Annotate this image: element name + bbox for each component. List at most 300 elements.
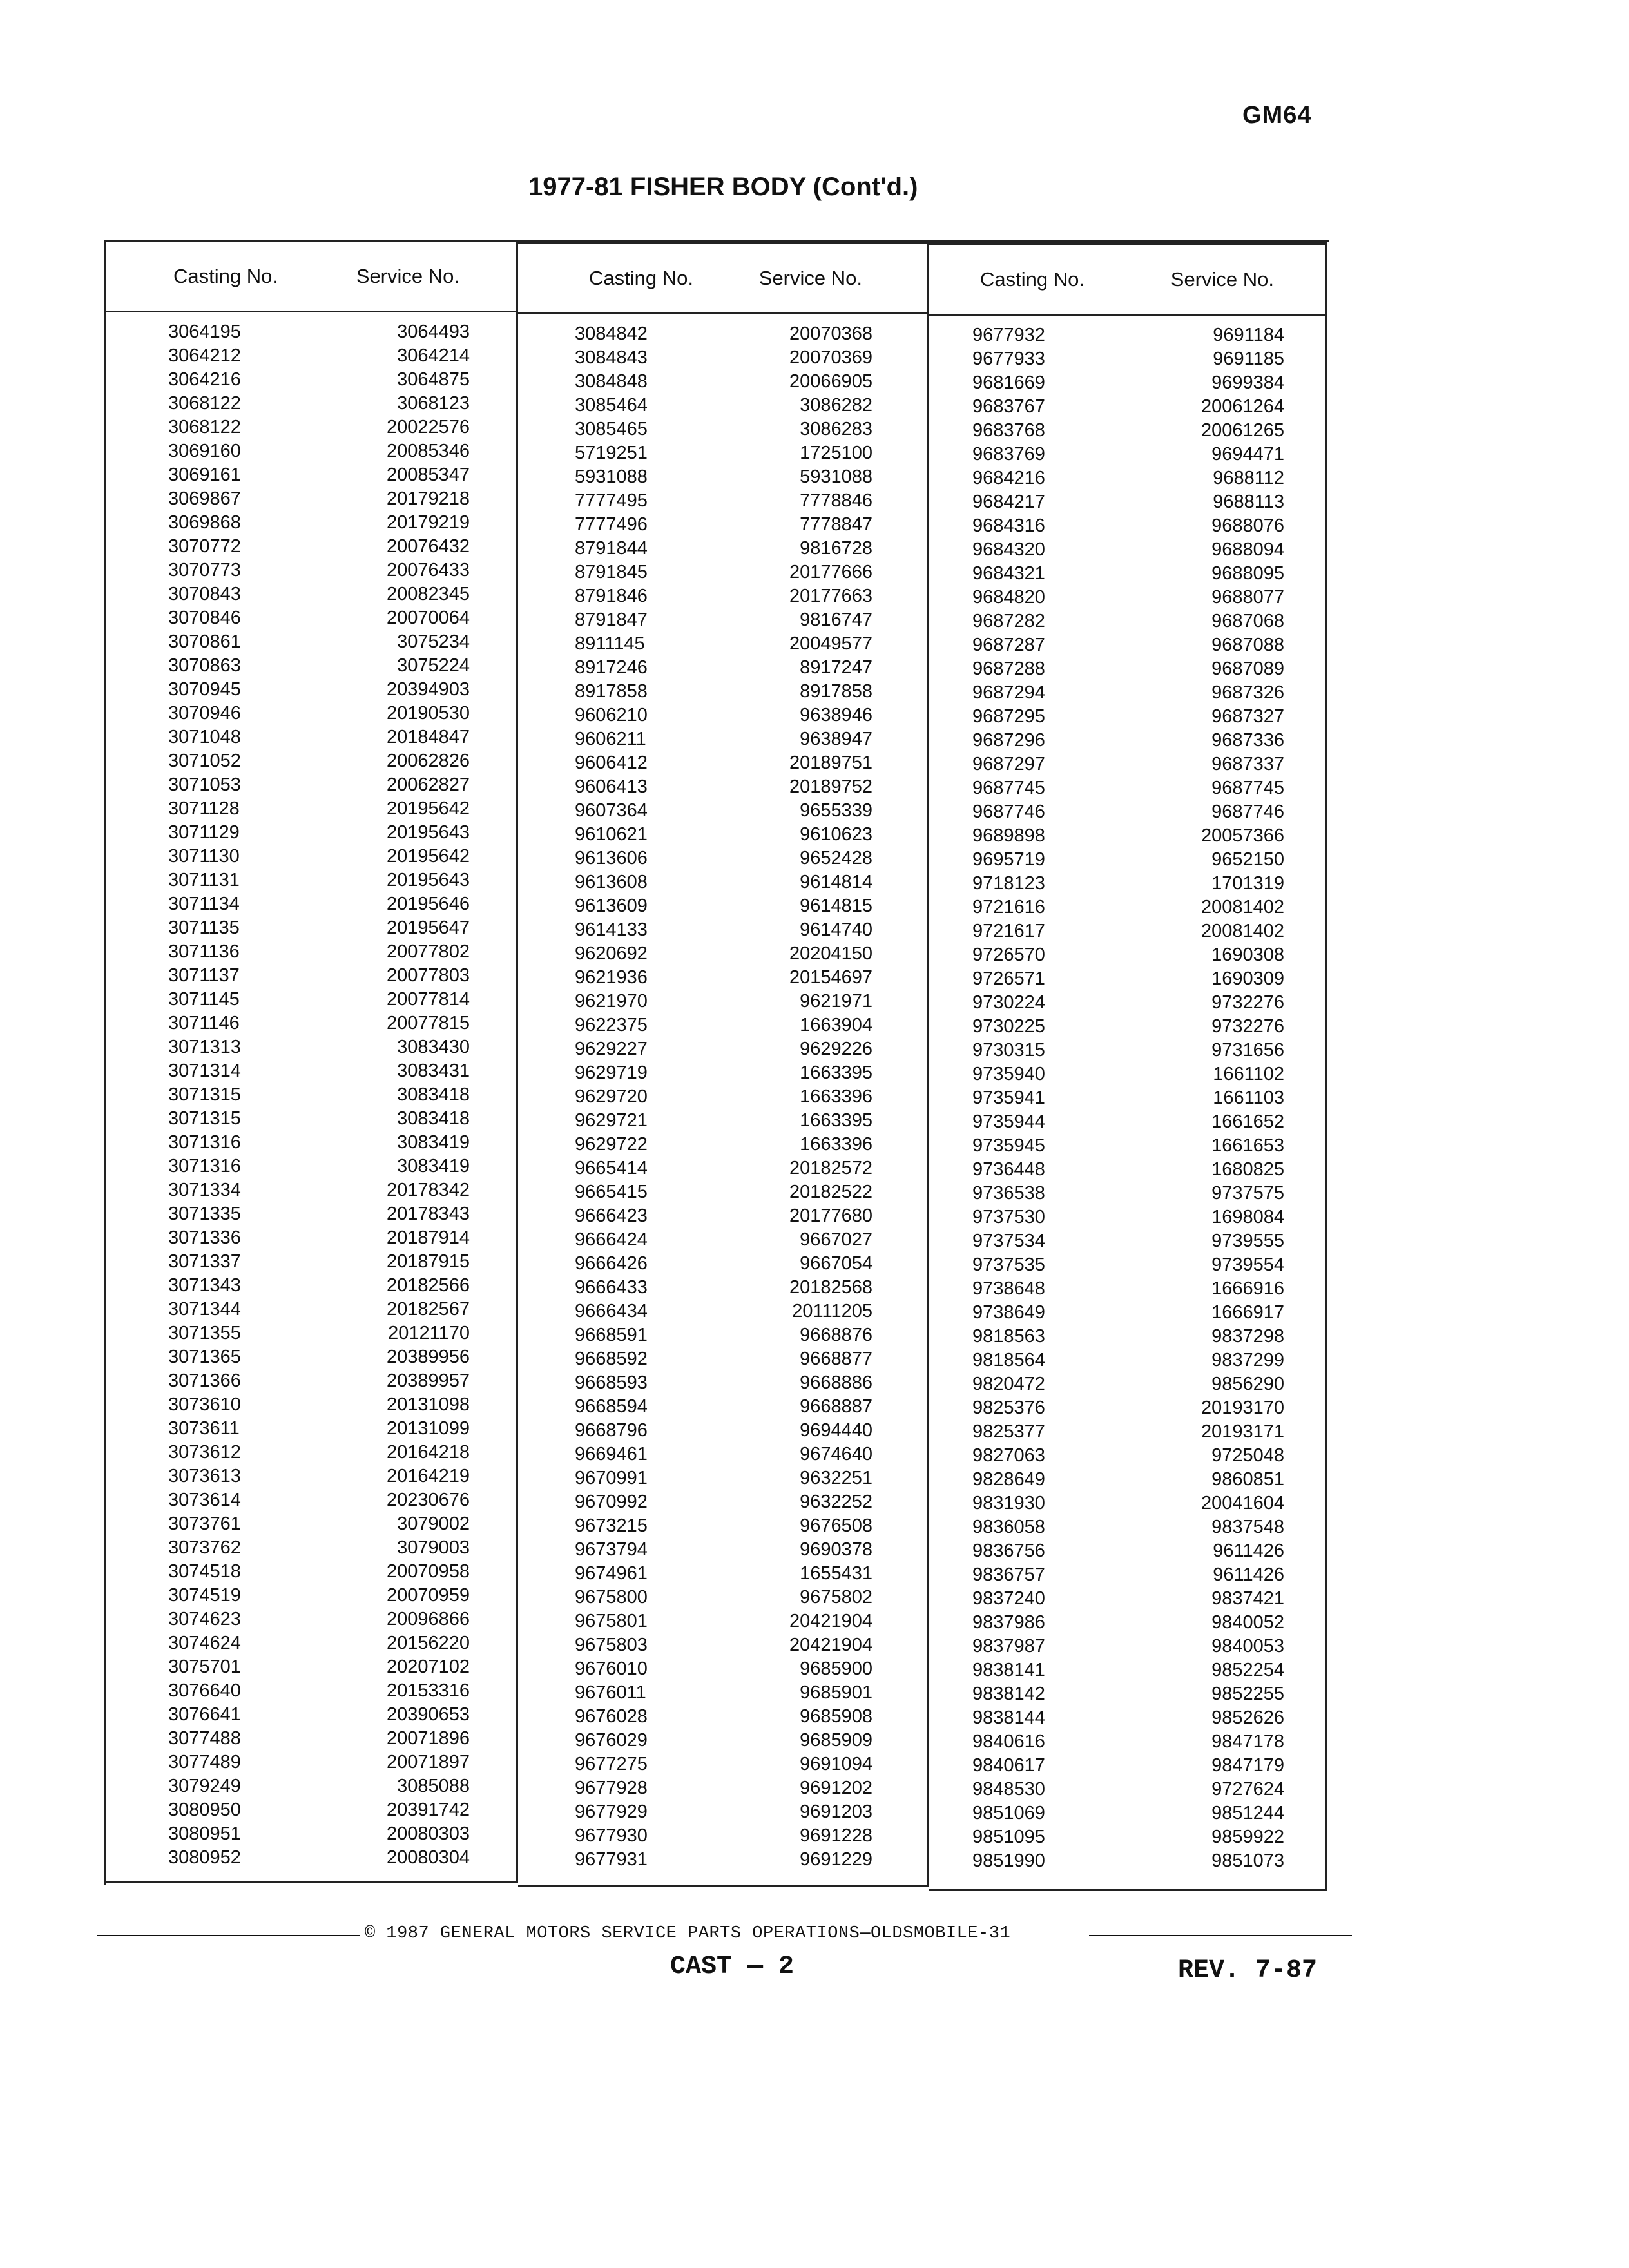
service-number: 9611426 bbox=[1213, 1564, 1284, 1585]
service-number: 20179219 bbox=[386, 512, 470, 533]
casting-number: 9629722 bbox=[575, 1134, 648, 1155]
service-number: 3083430 bbox=[397, 1037, 470, 1057]
table-row bbox=[106, 678, 516, 702]
casting-number: 9613609 bbox=[575, 896, 648, 916]
service-number: 20195646 bbox=[386, 894, 470, 914]
service-number: 20204150 bbox=[789, 943, 872, 964]
casting-number: 9687295 bbox=[972, 706, 1045, 727]
casting-number: 3071314 bbox=[168, 1061, 241, 1081]
table-row bbox=[929, 1778, 1325, 1802]
casting-number: 3070773 bbox=[168, 560, 241, 581]
casting-number: 9676029 bbox=[575, 1730, 648, 1751]
service-number: 20077802 bbox=[386, 941, 470, 962]
casting-number: 5719251 bbox=[575, 443, 648, 463]
service-number: 3085088 bbox=[397, 1776, 470, 1796]
table-row bbox=[929, 753, 1325, 776]
table-row bbox=[106, 511, 516, 535]
casting-number: 3069868 bbox=[168, 512, 241, 533]
service-number: 20070958 bbox=[386, 1561, 470, 1582]
casting-number: 3071344 bbox=[168, 1299, 241, 1320]
service-number: 5931088 bbox=[800, 466, 872, 487]
service-number: 1698084 bbox=[1211, 1207, 1284, 1227]
service-number: 1661103 bbox=[1213, 1088, 1284, 1108]
service-number: 20085346 bbox=[386, 441, 470, 461]
table-row bbox=[929, 395, 1325, 419]
service-header: Service No. bbox=[1170, 267, 1274, 291]
table-row bbox=[929, 1325, 1325, 1349]
table-row bbox=[929, 1182, 1325, 1206]
table-row bbox=[929, 466, 1325, 490]
service-number: 9687746 bbox=[1211, 802, 1284, 822]
casting-number: 9606210 bbox=[575, 705, 648, 726]
casting-number: 3071131 bbox=[168, 870, 240, 890]
casting-number: 3080951 bbox=[168, 1823, 241, 1844]
table-row bbox=[518, 1824, 927, 1848]
casting-number: 9721616 bbox=[972, 897, 1045, 918]
table-row bbox=[518, 1729, 927, 1753]
column-rows bbox=[929, 316, 1325, 1873]
service-number: 20041604 bbox=[1200, 1493, 1284, 1514]
casting-number: 3071365 bbox=[168, 1347, 241, 1367]
casting-number: 3074518 bbox=[168, 1561, 241, 1582]
service-number: 7778847 bbox=[800, 514, 872, 535]
casting-number: 3071048 bbox=[168, 727, 241, 747]
service-number: 9674640 bbox=[800, 1444, 872, 1465]
table-row bbox=[929, 848, 1325, 872]
service-number: 9739554 bbox=[1211, 1254, 1284, 1275]
casting-number: 9668593 bbox=[575, 1372, 648, 1393]
table-row bbox=[929, 1420, 1325, 1444]
table-row bbox=[106, 1345, 516, 1369]
table-row bbox=[518, 1300, 927, 1323]
casting-number: 9721617 bbox=[972, 921, 1045, 941]
table-row bbox=[518, 775, 927, 799]
table-row bbox=[518, 990, 927, 1014]
table-row bbox=[929, 1206, 1325, 1229]
casting-number: 3071146 bbox=[168, 1013, 240, 1033]
table-row bbox=[106, 821, 516, 845]
service-number: 20182567 bbox=[386, 1299, 470, 1320]
casting-number: 9689898 bbox=[972, 825, 1045, 846]
table-row bbox=[929, 1682, 1325, 1706]
casting-number: 9606211 bbox=[575, 729, 646, 749]
service-number: 9837299 bbox=[1211, 1350, 1284, 1370]
casting-number: 9629719 bbox=[575, 1062, 648, 1083]
table-row bbox=[929, 991, 1325, 1015]
casting-number: 9673215 bbox=[575, 1515, 648, 1536]
casting-number: 9837986 bbox=[972, 1612, 1045, 1633]
table-row bbox=[518, 870, 927, 894]
service-number: 20177680 bbox=[789, 1206, 872, 1226]
service-number: 9685901 bbox=[800, 1682, 872, 1703]
table-row bbox=[106, 630, 516, 654]
table-row bbox=[518, 1204, 927, 1228]
table-row bbox=[518, 418, 927, 441]
table-row bbox=[929, 1563, 1325, 1587]
parts-table bbox=[104, 240, 1329, 1885]
service-number: 1701319 bbox=[1211, 873, 1284, 894]
service-number: 20195647 bbox=[386, 918, 470, 938]
service-number: 20131098 bbox=[386, 1394, 470, 1415]
service-number: 7778846 bbox=[800, 490, 872, 511]
service-number: 9837298 bbox=[1211, 1326, 1284, 1347]
table-row bbox=[106, 1727, 516, 1751]
service-number: 9860851 bbox=[1211, 1469, 1284, 1490]
service-number: 20131099 bbox=[386, 1418, 470, 1439]
table-row bbox=[518, 465, 927, 489]
casting-number: 9676011 bbox=[575, 1682, 646, 1703]
casting-number: 3073614 bbox=[168, 1490, 241, 1510]
casting-number: 3076641 bbox=[168, 1704, 241, 1725]
table-row bbox=[106, 1608, 516, 1631]
casting-number: 3073762 bbox=[168, 1537, 241, 1558]
casting-number: 3071366 bbox=[168, 1370, 241, 1391]
service-number: 20066905 bbox=[789, 371, 872, 392]
service-number: 20164218 bbox=[386, 1442, 470, 1463]
service-number: 20193171 bbox=[1200, 1421, 1284, 1442]
casting-number: 8791845 bbox=[575, 562, 648, 582]
service-number: 1661102 bbox=[1213, 1064, 1284, 1084]
table-row bbox=[929, 514, 1325, 538]
service-number: 20190530 bbox=[386, 703, 470, 724]
service-number: 20421904 bbox=[789, 1635, 872, 1655]
service-number: 9851244 bbox=[1211, 1803, 1284, 1823]
casting-number: 9677930 bbox=[575, 1825, 648, 1846]
table-row bbox=[929, 1754, 1325, 1778]
table-row bbox=[518, 942, 927, 966]
table-row bbox=[106, 1155, 516, 1178]
service-number: 20177666 bbox=[789, 562, 872, 582]
table-row bbox=[106, 1417, 516, 1441]
table-row bbox=[106, 1512, 516, 1536]
service-number: 20070064 bbox=[386, 608, 470, 628]
service-number: 9688113 bbox=[1213, 492, 1284, 512]
table-row bbox=[106, 726, 516, 749]
casting-number: 9666423 bbox=[575, 1206, 648, 1226]
casting-number: 3071128 bbox=[168, 798, 240, 819]
table-row bbox=[106, 988, 516, 1012]
table-row bbox=[106, 940, 516, 964]
table-row bbox=[929, 1730, 1325, 1754]
table-row bbox=[106, 487, 516, 511]
casting-number: 9738648 bbox=[972, 1278, 1045, 1299]
service-number: 9694440 bbox=[800, 1420, 872, 1441]
table-row bbox=[518, 1562, 927, 1586]
table-row bbox=[106, 1798, 516, 1822]
casting-number: 8911145 bbox=[575, 633, 645, 654]
service-number: 9655339 bbox=[800, 800, 872, 821]
casting-number: 3071052 bbox=[168, 751, 241, 771]
service-number: 20391742 bbox=[386, 1800, 470, 1820]
column-header bbox=[929, 245, 1325, 316]
service-number: 9614814 bbox=[800, 872, 872, 892]
table-row bbox=[518, 1681, 927, 1705]
service-header: Service No. bbox=[356, 264, 459, 287]
table-row bbox=[518, 1705, 927, 1729]
service-number: 9688077 bbox=[1211, 587, 1284, 608]
casting-number: 3076640 bbox=[168, 1680, 241, 1701]
service-number: 9685909 bbox=[800, 1730, 872, 1751]
service-number: 20049577 bbox=[789, 633, 872, 654]
table-row bbox=[518, 441, 927, 465]
table-row bbox=[106, 1703, 516, 1727]
casting-number: 9621936 bbox=[575, 967, 648, 988]
table-row bbox=[518, 1061, 927, 1085]
casting-number: 9820472 bbox=[972, 1374, 1045, 1394]
casting-number: 9620692 bbox=[575, 943, 648, 964]
service-number: 9852626 bbox=[1211, 1707, 1284, 1728]
table-row bbox=[106, 416, 516, 439]
casting-number: 3071316 bbox=[168, 1132, 241, 1153]
casting-number: 9677275 bbox=[575, 1754, 648, 1774]
table-row bbox=[518, 370, 927, 394]
casting-number: 9622375 bbox=[575, 1015, 648, 1035]
casting-number: 9687294 bbox=[972, 682, 1045, 703]
table-row bbox=[929, 1468, 1325, 1492]
table-row bbox=[929, 967, 1325, 991]
service-number: 9691094 bbox=[800, 1754, 872, 1774]
casting-number: 9677932 bbox=[972, 325, 1045, 345]
casting-number: 9735945 bbox=[972, 1135, 1045, 1156]
table-row bbox=[518, 1323, 927, 1347]
service-number: 9859922 bbox=[1211, 1827, 1284, 1847]
service-number: 9668887 bbox=[800, 1396, 872, 1417]
table-row bbox=[106, 1107, 516, 1131]
service-number: 20062827 bbox=[386, 774, 470, 795]
casting-number: 9838141 bbox=[972, 1660, 1045, 1680]
casting-number: 9730225 bbox=[972, 1016, 1045, 1037]
table-row bbox=[518, 966, 927, 990]
casting-number: 3073612 bbox=[168, 1442, 241, 1463]
table-row bbox=[106, 1822, 516, 1846]
service-number: 20057366 bbox=[1200, 825, 1284, 846]
service-number: 20070959 bbox=[386, 1585, 470, 1606]
casting-number: 9684217 bbox=[972, 492, 1045, 512]
casting-number: 9683768 bbox=[972, 420, 1045, 441]
table-row bbox=[929, 371, 1325, 395]
service-number: 9816728 bbox=[800, 538, 872, 559]
service-number: 8917858 bbox=[800, 681, 872, 702]
casting-number: 3069161 bbox=[168, 465, 241, 485]
service-number: 9699384 bbox=[1211, 372, 1284, 393]
footer-section: CAST — 2 bbox=[670, 1952, 795, 1981]
casting-number: 9825377 bbox=[972, 1421, 1045, 1442]
service-number: 20156220 bbox=[386, 1633, 470, 1653]
table-row bbox=[106, 702, 516, 726]
table-row bbox=[106, 1536, 516, 1560]
service-number: 9688095 bbox=[1211, 563, 1284, 584]
service-number: 20187915 bbox=[386, 1251, 470, 1272]
casting-number: 9670991 bbox=[575, 1468, 648, 1488]
casting-number: 9737530 bbox=[972, 1207, 1045, 1227]
service-number: 9632251 bbox=[800, 1468, 872, 1488]
service-number: 20085347 bbox=[386, 465, 470, 485]
casting-number: 3070946 bbox=[168, 703, 241, 724]
casting-number: 3064212 bbox=[168, 345, 241, 366]
service-number: 9691184 bbox=[1213, 325, 1284, 345]
casting-number: 9666433 bbox=[575, 1277, 648, 1298]
service-number: 3064493 bbox=[397, 322, 470, 342]
service-number: 9668876 bbox=[800, 1325, 872, 1345]
casting-number: 3071337 bbox=[168, 1251, 241, 1272]
service-number: 20179218 bbox=[386, 488, 470, 509]
service-number: 1663904 bbox=[800, 1015, 872, 1035]
table-row bbox=[106, 559, 516, 582]
table-row bbox=[929, 538, 1325, 562]
casting-number: 9726571 bbox=[972, 968, 1045, 989]
table-row bbox=[106, 1083, 516, 1107]
service-number: 9675802 bbox=[800, 1587, 872, 1608]
table-row bbox=[106, 1584, 516, 1608]
casting-number: 9684320 bbox=[972, 539, 1045, 560]
table-row bbox=[929, 1492, 1325, 1515]
table-row bbox=[106, 368, 516, 392]
table-row bbox=[518, 1252, 927, 1276]
table-row bbox=[106, 773, 516, 797]
table-row bbox=[929, 681, 1325, 705]
casting-number: 9687287 bbox=[972, 635, 1045, 655]
casting-number: 9666434 bbox=[575, 1301, 648, 1321]
service-number: 20061264 bbox=[1200, 396, 1284, 417]
service-number: 20070368 bbox=[789, 323, 872, 344]
service-number: 9851073 bbox=[1211, 1850, 1284, 1871]
table-row bbox=[106, 1178, 516, 1202]
casting-header: Casting No. bbox=[589, 266, 693, 289]
table-row bbox=[518, 394, 927, 418]
service-number: 9621971 bbox=[800, 991, 872, 1012]
column-rows bbox=[106, 312, 516, 1870]
table-row bbox=[929, 1229, 1325, 1253]
table-row bbox=[929, 347, 1325, 371]
service-number: 1655431 bbox=[800, 1563, 872, 1584]
service-number: 1663395 bbox=[800, 1062, 872, 1083]
casting-number: 3068122 bbox=[168, 393, 241, 414]
table-row bbox=[106, 1298, 516, 1321]
table-row bbox=[106, 1202, 516, 1226]
table-column-3 bbox=[929, 242, 1327, 1891]
service-number: 3086282 bbox=[800, 395, 872, 416]
table-row bbox=[929, 800, 1325, 824]
casting-number: 9606412 bbox=[575, 753, 648, 773]
table-row bbox=[518, 1037, 927, 1061]
service-number: 1661652 bbox=[1211, 1111, 1284, 1132]
service-number: 3083418 bbox=[397, 1108, 470, 1129]
casting-number: 3084842 bbox=[575, 323, 648, 344]
service-number: 1663396 bbox=[800, 1086, 872, 1107]
casting-number: 9677928 bbox=[575, 1778, 648, 1798]
casting-number: 3071343 bbox=[168, 1275, 241, 1296]
service-number: 20080303 bbox=[386, 1823, 470, 1844]
service-number: 20070369 bbox=[789, 347, 872, 368]
casting-number: 9607364 bbox=[575, 800, 648, 821]
service-number: 1663395 bbox=[800, 1110, 872, 1131]
service-number: 9840052 bbox=[1211, 1612, 1284, 1633]
service-number: 20195642 bbox=[386, 798, 470, 819]
service-number: 9629226 bbox=[800, 1039, 872, 1059]
table-row bbox=[518, 1586, 927, 1610]
service-number: 20082345 bbox=[386, 584, 470, 604]
table-row bbox=[518, 1610, 927, 1633]
casting-number: 9683769 bbox=[972, 444, 1045, 465]
service-number: 1725100 bbox=[800, 443, 872, 463]
casting-number: 3070843 bbox=[168, 584, 241, 604]
casting-number: 9828649 bbox=[972, 1469, 1045, 1490]
table-row bbox=[106, 344, 516, 368]
casting-number: 9675801 bbox=[575, 1611, 648, 1631]
table-row bbox=[518, 1753, 927, 1776]
casting-number: 3070846 bbox=[168, 608, 241, 628]
casting-number: 3073761 bbox=[168, 1514, 241, 1534]
service-number: 8917247 bbox=[800, 657, 872, 678]
table-row bbox=[929, 1062, 1325, 1086]
table-row bbox=[106, 1441, 516, 1465]
casting-number: 3084848 bbox=[575, 371, 648, 392]
page-code: GM64 bbox=[1242, 102, 1312, 129]
table-row bbox=[518, 823, 927, 847]
service-number: 20061265 bbox=[1200, 420, 1284, 441]
table-row bbox=[106, 916, 516, 940]
service-number: 3075234 bbox=[397, 631, 470, 652]
casting-number: 3070945 bbox=[168, 679, 241, 700]
table-row bbox=[106, 869, 516, 892]
casting-number: 9736538 bbox=[972, 1183, 1045, 1204]
service-number: 3086283 bbox=[800, 419, 872, 439]
table-row bbox=[929, 1587, 1325, 1611]
table-row bbox=[518, 1443, 927, 1466]
casting-number: 9669461 bbox=[575, 1444, 648, 1465]
casting-number: 5931088 bbox=[575, 466, 648, 487]
service-number: 20178342 bbox=[386, 1180, 470, 1200]
table-row bbox=[106, 1751, 516, 1774]
casting-number: 3074519 bbox=[168, 1585, 241, 1606]
casting-number: 8791844 bbox=[575, 538, 648, 559]
casting-header: Casting No. bbox=[980, 267, 1084, 291]
service-number: 20187914 bbox=[386, 1227, 470, 1248]
table-row bbox=[106, 1274, 516, 1298]
table-row bbox=[518, 1228, 927, 1252]
table-row bbox=[106, 1059, 516, 1083]
casting-number: 9684321 bbox=[972, 563, 1045, 584]
casting-number: 9825376 bbox=[972, 1398, 1045, 1418]
service-number: 3064875 bbox=[397, 369, 470, 390]
casting-number: 9629721 bbox=[575, 1110, 648, 1131]
service-number: 9638946 bbox=[800, 705, 872, 726]
casting-number: 9668592 bbox=[575, 1349, 648, 1369]
table-row bbox=[518, 1419, 927, 1443]
casting-number: 9675803 bbox=[575, 1635, 648, 1655]
casting-number: 3071136 bbox=[168, 941, 240, 962]
service-number: 20195642 bbox=[386, 846, 470, 867]
service-number: 1690309 bbox=[1211, 968, 1284, 989]
table-row bbox=[518, 1157, 927, 1180]
casting-number: 3070861 bbox=[168, 631, 241, 652]
service-number: 9668886 bbox=[800, 1372, 872, 1393]
service-number: 9688094 bbox=[1211, 539, 1284, 560]
service-number: 20077814 bbox=[386, 989, 470, 1010]
table-row bbox=[929, 1635, 1325, 1658]
service-number: 20193170 bbox=[1200, 1398, 1284, 1418]
table-row bbox=[106, 1465, 516, 1488]
table-row bbox=[518, 1490, 927, 1514]
service-number: 20182568 bbox=[789, 1277, 872, 1298]
casting-number: 3064216 bbox=[168, 369, 241, 390]
table-row bbox=[106, 1560, 516, 1584]
service-number: 20154697 bbox=[789, 967, 872, 988]
table-row bbox=[518, 489, 927, 513]
table-row bbox=[929, 872, 1325, 896]
table-row bbox=[929, 1611, 1325, 1635]
casting-number: 9836058 bbox=[972, 1517, 1045, 1537]
